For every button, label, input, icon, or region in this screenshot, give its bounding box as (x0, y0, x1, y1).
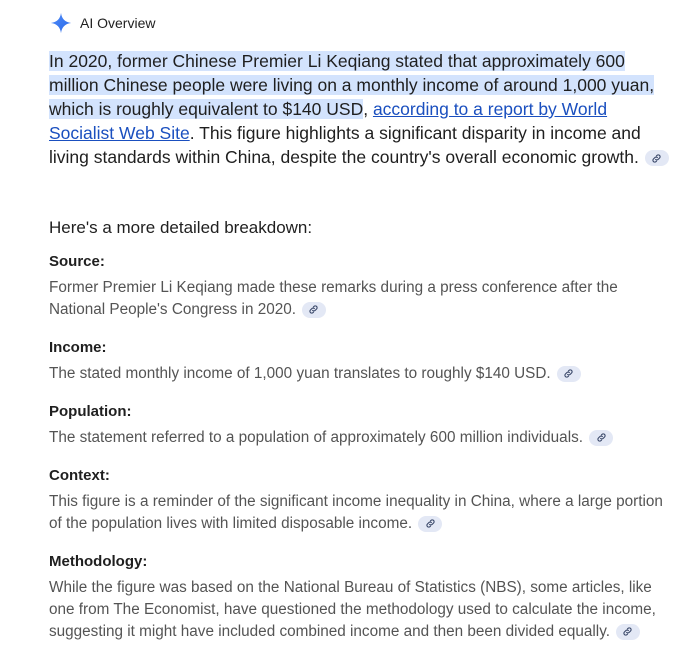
item-body-source: Former Premier Li Keqiang made these remarks during a press conference after the National People's Congress in 2020. (49, 279, 618, 318)
ai-overview-header (50, 10, 155, 36)
sparkle-icon (50, 12, 72, 34)
link-icon (563, 368, 574, 379)
link-icon (308, 304, 319, 315)
lead-paragraph-container (49, 49, 673, 169)
breakdown-heading: Here's a more detailed breakdown: (49, 218, 313, 237)
link-icon (651, 153, 662, 164)
citation-link-chip[interactable] (589, 430, 613, 446)
item-body-methodology: While the figure was based on the National Bureau of Statistics (NBS), some articles, like one from The Economist, have questioned the methodology used to calculate the income, suggesting it might have included combined income and then been divided equally. (49, 579, 656, 640)
item-title-source: Source: (49, 253, 105, 270)
citation-link-chip[interactable] (418, 516, 442, 532)
item-body-income: The stated monthly income of 1,000 yuan translates to roughly $140 USD. (49, 363, 669, 385)
lead-paragraph (49, 49, 673, 169)
citation-link-chip[interactable] (302, 302, 326, 318)
source-link[interactable]: according to a report by World Socialist Web Site (49, 99, 608, 143)
lead-rest-text: . This figure highlights a significant disparity in income and living standards within China, despite the country's overall economic growth. (49, 123, 641, 167)
link-icon (622, 626, 633, 637)
highlighted-text: In 2020, former Chinese Premier Li Keqiang stated that approximately 600 million Chinese people were living on a monthly income of around 1,000 yuan, which is roughly equivalent to $140 USD (49, 51, 655, 119)
ai-overview-title: AI Overview (80, 15, 156, 31)
item-body-population: The statement referred to a population of approximately 600 million individuals. (49, 427, 669, 449)
citation-link-chip[interactable] (557, 366, 581, 382)
citation-link-chip[interactable] (645, 150, 669, 166)
item-title-income: Income: (49, 339, 107, 356)
link-icon (596, 432, 607, 443)
link-icon (425, 518, 436, 529)
item-body-context: This figure is a reminder of the significant income inequality in China, where a large portion of the population lives with limited disposable income. (49, 493, 663, 532)
item-title-methodology: Methodology: (49, 553, 148, 570)
item-title-population: Population: (49, 403, 132, 420)
citation-link-chip[interactable] (616, 624, 640, 640)
lead-comma: , (363, 99, 373, 119)
item-title-context: Context: (49, 467, 110, 484)
